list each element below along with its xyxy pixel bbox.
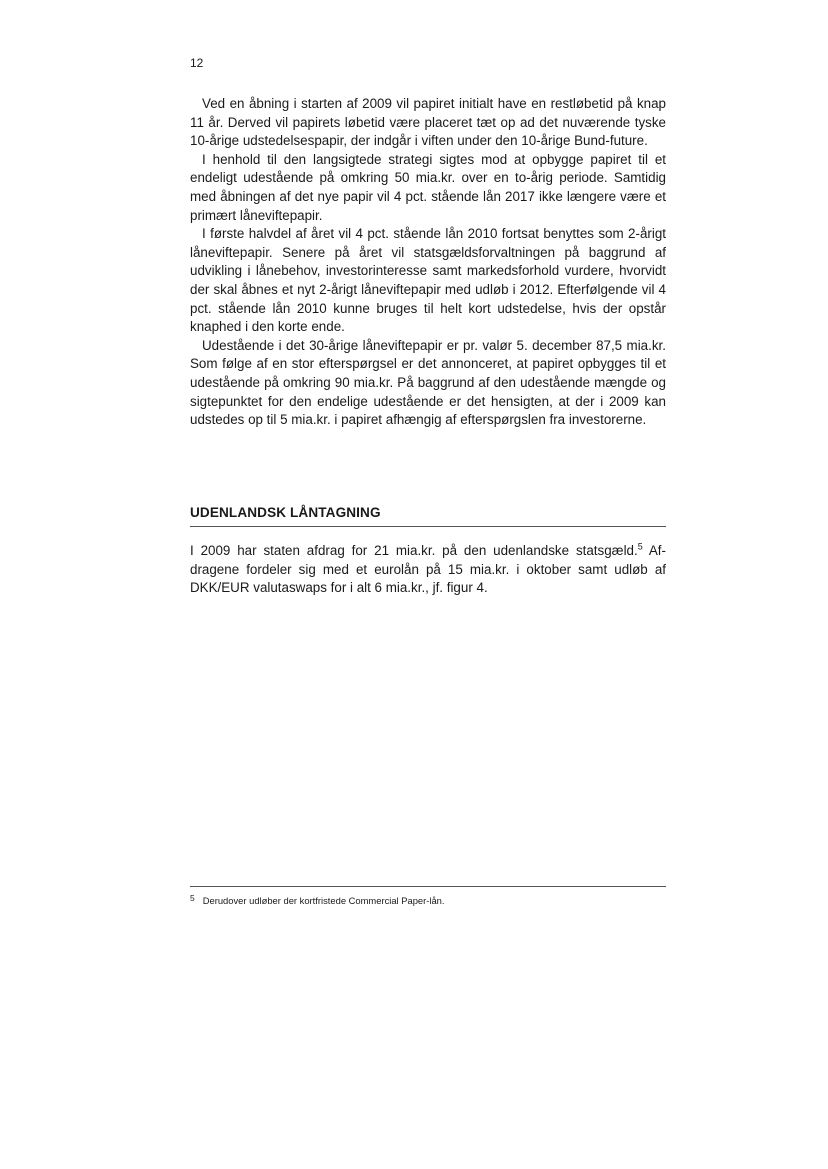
paragraph-text: I 2009 har staten afdrag for 21 mia.kr. på den udenlandske statsgæld. — [190, 543, 638, 558]
main-text — [190, 95, 666, 430]
page-number: 12 — [190, 56, 204, 70]
paragraph-text: Afdragene fordeler sig med et eurolån på 15 mia.kr. i oktober samt udløb af DKK/EUR valutaswaps for i alt 6 mia.kr., jf. figur 4. — [190, 543, 666, 596]
paragraph: I første halvdel af året vil 4 pct. stående lån 2010 fortsat benyttes som 2-årigt låneviftepapir. Senere på året vil statsgældsforvaltningen på baggrund af udvikling i lånebehov, investorinteresse samt markedsforhold vurdere, hvorvidt der skal åbnes et nyt 2-årigt låneviftepapir med udløb i 2012. Efterfølgende vil 4 pct. stående lån 2010 kunne bruges til helt kort udstedelse, hvis der opstår knaphed i den korte ende. — [190, 226, 666, 335]
section-text — [190, 542, 666, 598]
paragraph — [190, 542, 666, 598]
section-heading: UDENLANDSK LÅNTAGNING — [190, 505, 381, 520]
footnote-mark: 5 — [190, 893, 195, 903]
footnote-text: Derudover udløber der kortfristede Commercial Paper-lån. — [202, 895, 445, 906]
footnote-reference: 5 — [637, 541, 643, 552]
heading-divider — [190, 526, 666, 527]
footnote — [190, 895, 445, 907]
footnote-divider — [190, 886, 666, 887]
paragraph: Udestående i det 30-årige låneviftepapir er pr. valør 5. december 87,5 mia.kr. Som følge af en stor efterspørgsel er det annonceret, at papiret opbygges til et udestående på omkring 90 mia.kr. På baggrund af den udestående mængde og sigtepunktet for den endelige udestående er det hensigten, at der i 2009 kan udstedes op til 5 mia.kr. i papiret afhængig af efterspørgslen fra investorerne. — [190, 337, 666, 428]
paragraph: I henhold til den langsigtede strategi sigtes mod at opbygge papiret til et endeligt udestående på omkring 50 mia.kr. over en to-årig periode. Samtidig med åbningen af det nye papir vil 4 pct. stående lån 2017 ikke længere være et primært låneviftepapir. — [190, 151, 666, 223]
paragraph: Ved en åbning i starten af 2009 vil papiret initialt have en restløbetid på knap 11 år. Derved vil papirets løbetid være placeret tæt op ad det nuværende tyske 10-årige udstedelsespapir, der indgår i viften under den 10-årige Bund-future. — [190, 96, 666, 149]
